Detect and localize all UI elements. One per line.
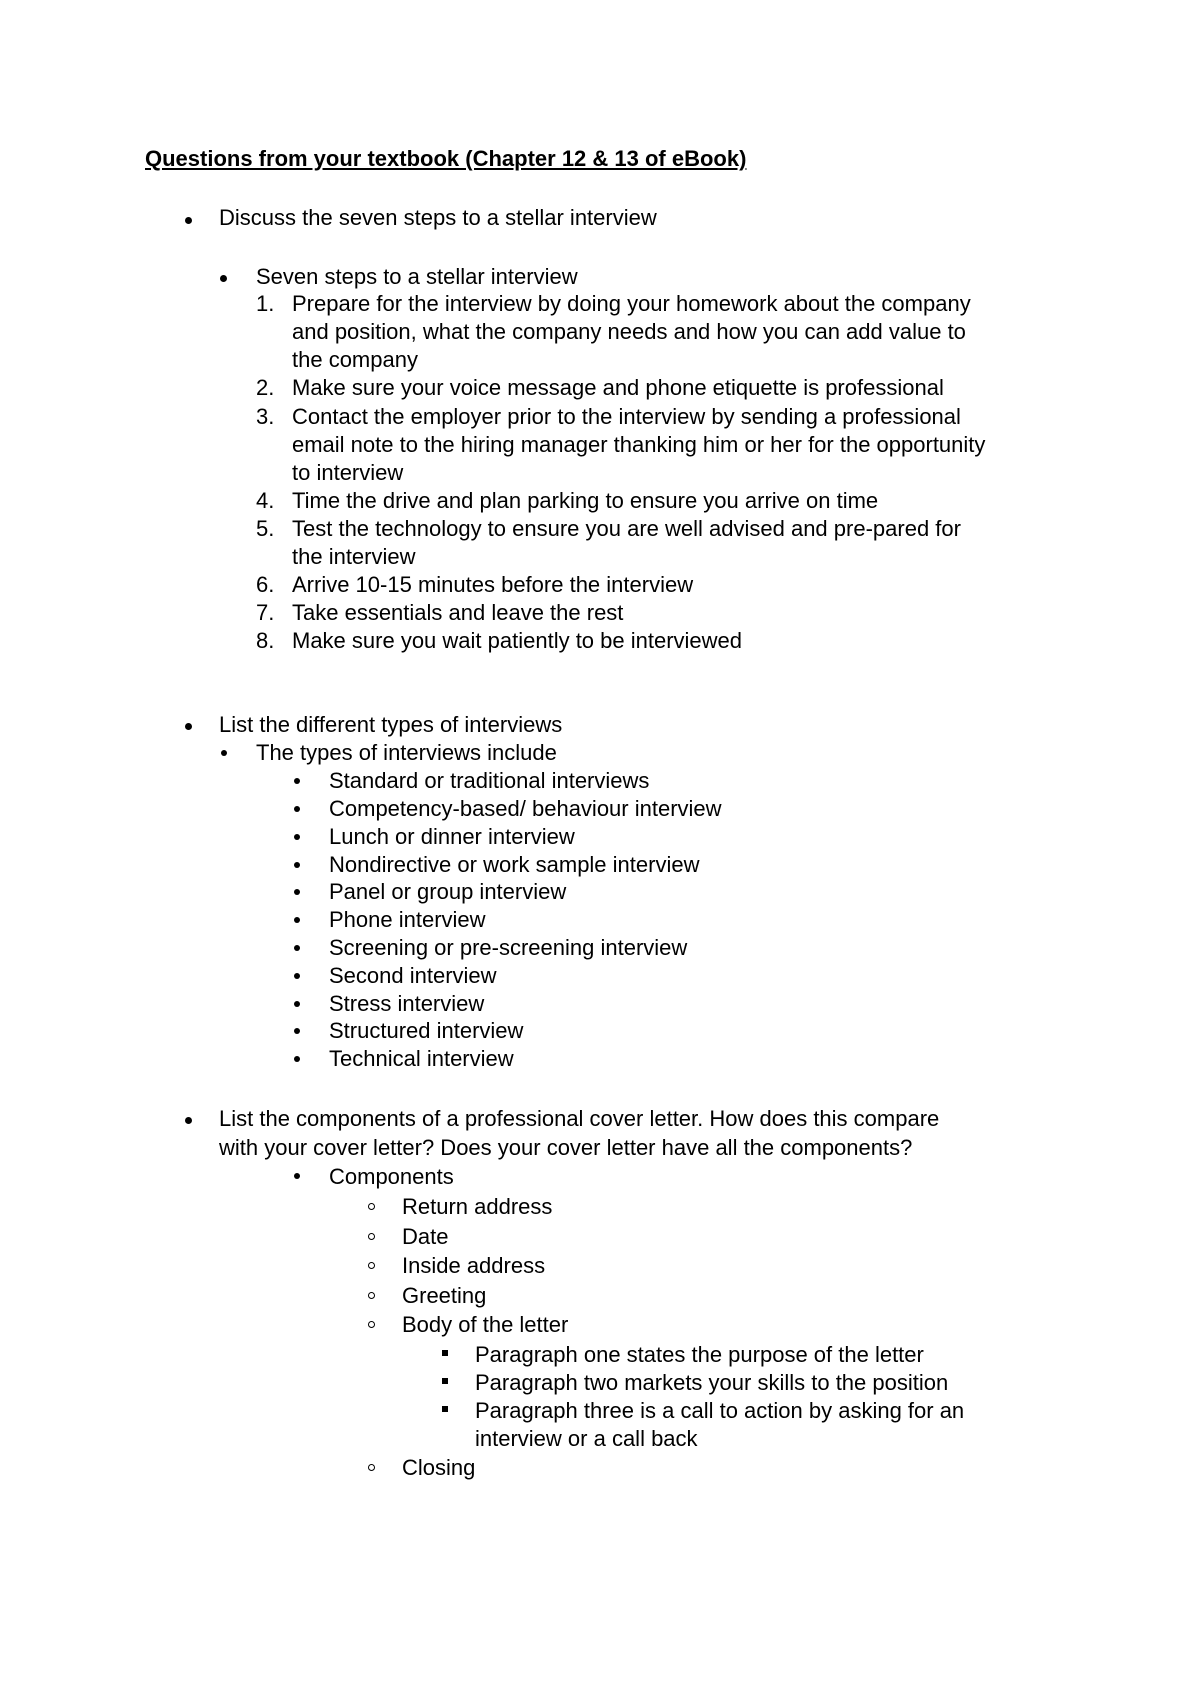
bullet-icon bbox=[294, 834, 300, 840]
component-item-closing: Closing bbox=[402, 1455, 476, 1480]
step-text: the company bbox=[292, 347, 418, 372]
interview-type: Panel or group interview bbox=[329, 879, 567, 904]
body-paragraph-item-continued: interview or a call back bbox=[475, 1426, 698, 1451]
component-item: Return address bbox=[402, 1194, 553, 1219]
bullet-icon bbox=[185, 217, 192, 224]
circle-bullet-icon bbox=[368, 1464, 375, 1471]
interview-type: Technical interview bbox=[329, 1046, 514, 1071]
bullet-icon bbox=[294, 945, 300, 951]
circle-bullet-icon bbox=[368, 1321, 375, 1328]
bullet-icon bbox=[185, 723, 192, 730]
step-text: and position, what the company needs and how you can add value to bbox=[292, 319, 966, 344]
step-text: Take essentials and leave the rest bbox=[292, 600, 624, 625]
step-number: 7. bbox=[256, 600, 275, 625]
bullet-icon bbox=[294, 778, 300, 784]
bullet-icon bbox=[185, 1117, 192, 1124]
circle-bullet-icon bbox=[368, 1203, 375, 1210]
component-item: Greeting bbox=[402, 1283, 487, 1308]
step-text: Time the drive and plan parking to ensure you arrive on time bbox=[292, 488, 879, 513]
square-bullet-icon bbox=[442, 1350, 448, 1356]
step-number: 3. bbox=[256, 404, 275, 429]
step-text: Test the technology to ensure you are well advised and pre-pared for bbox=[292, 516, 961, 541]
step-number: 8. bbox=[256, 628, 275, 653]
bullet-icon bbox=[294, 917, 300, 923]
step-number: 5. bbox=[256, 516, 275, 541]
step-number: 6. bbox=[256, 572, 275, 597]
interview-type: Standard or traditional interviews bbox=[329, 768, 650, 793]
component-item: Date bbox=[402, 1224, 449, 1249]
bullet-icon bbox=[294, 1056, 300, 1062]
interview-type: Stress interview bbox=[329, 991, 485, 1016]
bullet-icon bbox=[294, 1001, 300, 1007]
question-3-continued: with your cover letter? Does your cover letter have all the components? bbox=[219, 1135, 913, 1160]
interview-type: Lunch or dinner interview bbox=[329, 824, 575, 849]
body-paragraph-item: Paragraph two markets your skills to the position bbox=[475, 1370, 949, 1395]
body-paragraph-item: Paragraph three is a call to action by asking for an bbox=[475, 1398, 965, 1423]
component-item: Inside address bbox=[402, 1253, 546, 1278]
step-text: Contact the employer prior to the interview by sending a professional bbox=[292, 404, 961, 429]
q1-sub-heading: Seven steps to a stellar interview bbox=[256, 264, 578, 289]
q2-sub-heading: The types of interviews include bbox=[256, 740, 557, 765]
step-text: Prepare for the interview by doing your homework about the company bbox=[292, 291, 971, 316]
question-3: List the components of a professional cover letter. How does this compare bbox=[219, 1106, 940, 1131]
bullet-icon bbox=[294, 889, 300, 895]
question-2: List the different types of interviews bbox=[219, 712, 563, 737]
step-text: the interview bbox=[292, 544, 416, 569]
interview-type: Phone interview bbox=[329, 907, 486, 932]
step-text: Make sure your voice message and phone etiquette is professional bbox=[292, 375, 944, 400]
step-text: Arrive 10-15 minutes before the interview bbox=[292, 572, 694, 597]
q3-sub-heading: Components bbox=[329, 1164, 454, 1189]
bullet-icon bbox=[294, 806, 300, 812]
interview-type: Competency-based/ behaviour interview bbox=[329, 796, 722, 821]
question-1: Discuss the seven steps to a stellar interview bbox=[219, 205, 657, 230]
bullet-icon bbox=[294, 1173, 300, 1179]
step-number: 2. bbox=[256, 375, 275, 400]
interview-type: Second interview bbox=[329, 963, 497, 988]
interview-type: Structured interview bbox=[329, 1018, 524, 1043]
step-text: to interview bbox=[292, 460, 404, 485]
bullet-icon bbox=[220, 275, 227, 282]
bullet-icon bbox=[294, 862, 300, 868]
square-bullet-icon bbox=[442, 1406, 448, 1412]
step-text: Make sure you wait patiently to be interviewed bbox=[292, 628, 743, 653]
page-title: Questions from your textbook (Chapter 12 & 13 of eBook) bbox=[145, 146, 747, 171]
interview-type: Nondirective or work sample interview bbox=[329, 852, 700, 877]
bullet-icon bbox=[294, 973, 300, 979]
step-text: email note to the hiring manager thanking him or her for the opportunity bbox=[292, 432, 986, 457]
component-item: Body of the letter bbox=[402, 1312, 569, 1337]
bullet-icon bbox=[221, 750, 227, 756]
step-number: 4. bbox=[256, 488, 275, 513]
interview-type: Screening or pre-screening interview bbox=[329, 935, 688, 960]
bullet-icon bbox=[294, 1028, 300, 1034]
circle-bullet-icon bbox=[368, 1233, 375, 1240]
step-number: 1. bbox=[256, 291, 275, 316]
square-bullet-icon bbox=[442, 1378, 448, 1384]
circle-bullet-icon bbox=[368, 1292, 375, 1299]
circle-bullet-icon bbox=[368, 1262, 375, 1269]
body-paragraph-item: Paragraph one states the purpose of the letter bbox=[475, 1342, 924, 1367]
